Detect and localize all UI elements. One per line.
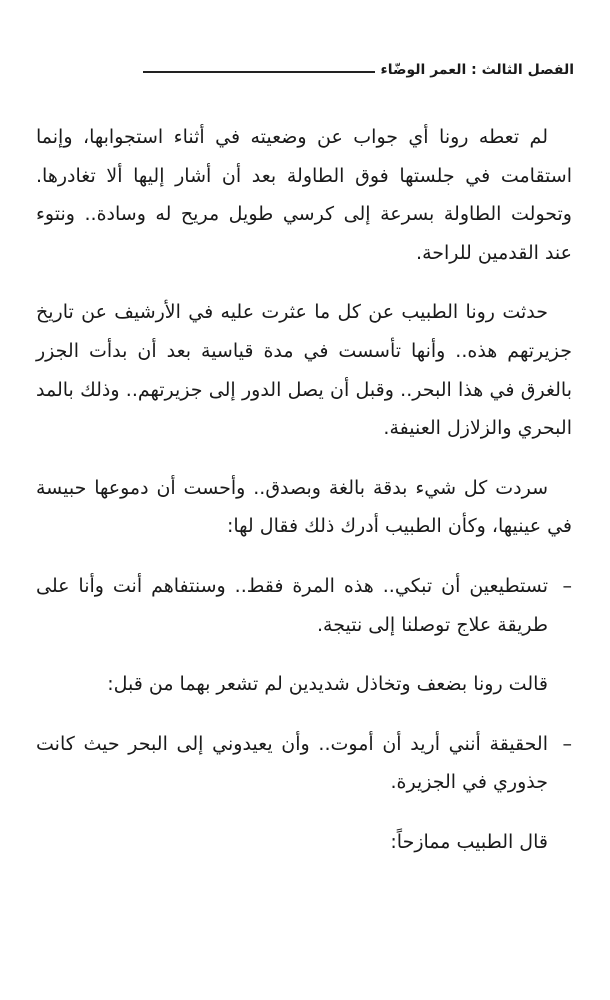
dialog-text: الحقيقة أنني أريد أن أموت.. وأن يعيدوني إلى البحر حيث كانت جذوري في الجزيرة. [36,732,548,794]
paragraph-3: سردت كل شيء بدقة بالغة وبصدق.. وأحست أن دموعها حبيسة في عينيها، وكأن الطبيب أدرك ذلك فقال لها: [36,476,572,538]
dialog-line-1 [36,567,572,644]
paragraph-2: حدثت رونا الطبيب عن كل ما عثرت عليه في الأرشيف عن تاريخ جزيرتهم هذه.. وأنها تأسست في مدة قياسية بعد أن بدأت الجزر بالغرق في هذا البحر.. وقبل أن يصل الدور إلى جزيرتهم.. وذلك بالمد البحري والزلازل العنيفة. [36,301,572,440]
paragraph-7: قال الطبيب ممازحاً: [390,830,548,853]
dialog-dash: – [562,732,572,755]
dialog-text: تستطيعين أن تبكي.. هذه المرة فقط.. وسنتفاهم أنت وأنا على طريقة علاج توصلنا إلى نتيجة. [36,574,548,636]
body-text [36,118,572,883]
header-rule [143,71,375,73]
paragraph-5: قالت رونا بضعف وتخاذل شديدين لم تشعر بهما من قبل: [107,673,548,696]
paragraph-1: لم تعطه رونا أي جواب عن وضعيته في أثناء استجوابها، وإنما استقامت في جلستها فوق الطاولة بعد أن أشار إليها ألا تغادرها. وتحولت الطاولة بسرعة إلى كرسي طويل مريح له وسادة.. ونتوء عند القدمين للراحة. [36,126,572,264]
dialog-line-2 [36,725,572,802]
chapter-title: الفصل الثالث : العمر الوضّاء [380,62,574,78]
dialog-dash: – [562,574,572,597]
running-header [143,62,574,78]
